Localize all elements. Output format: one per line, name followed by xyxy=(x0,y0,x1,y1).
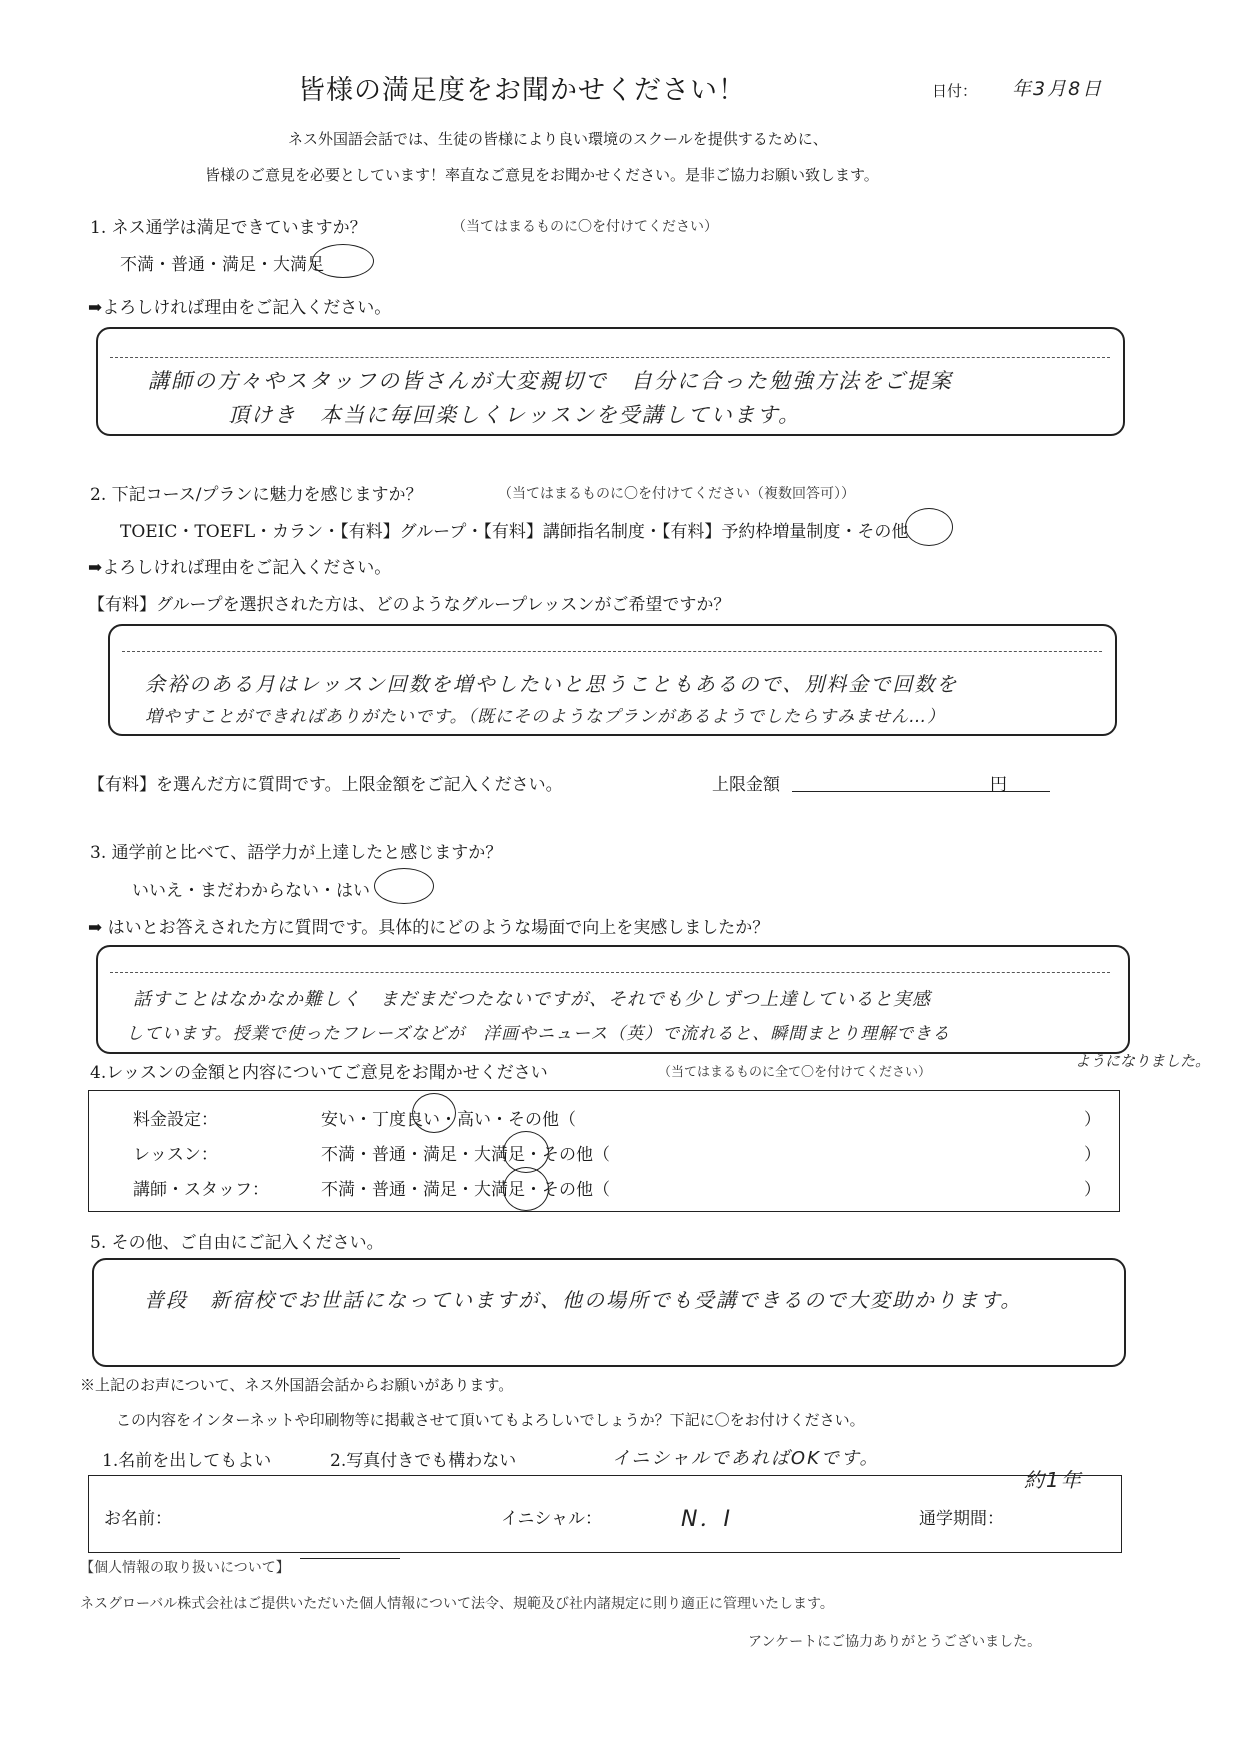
q2-answer-line-2: 増やすことができればありがたいです。（既にそのようなプランがあるようでしたらすみません…） xyxy=(145,707,946,727)
q1-selected-circle xyxy=(312,244,374,278)
q2-hint: （当てはまるものに〇を付けてください（複数回答可）） xyxy=(498,486,855,502)
q3-options: いいえ・まだわからない・はい xyxy=(132,881,370,901)
page-title: 皆様の満足度をお聞かせください！ xyxy=(298,75,746,106)
q3-answer-line-2: しています。授業で使ったフレーズなどが 洋画やニュース（英）で流れると、瞬間まとり理解できる xyxy=(126,1024,951,1044)
initial-label: イニシャル： xyxy=(501,1509,602,1529)
q4-row-2-label: レッスン： xyxy=(133,1145,218,1165)
q2-answer-line-1: 余裕のある月はレッスン回数を増やしたいと思うこともあるので、別料金で回数を xyxy=(145,672,959,696)
initial-value: N．I xyxy=(681,1507,732,1532)
name-label: お名前： xyxy=(104,1509,172,1529)
q4-row-2-close: ） xyxy=(1084,1145,1101,1165)
q1-reason-prompt: ➡よろしければ理由をご記入ください。 xyxy=(88,298,392,318)
name-underline xyxy=(300,1558,400,1559)
q2-options: TOEIC・TOEFL・カラン・【有料】グループ・【有料】講師指名制度・【有料】予約枠増量制度・その他 xyxy=(120,522,909,542)
q4-hint: （当てはまるものに全て〇を付けてください） xyxy=(658,1065,932,1080)
q1-answer-line-1: 講師の方々やスタッフの皆さんが大変親切で 自分に合った勉強方法をご提案 xyxy=(148,369,953,393)
q2-answer-box xyxy=(108,624,1117,736)
q3-answer-box xyxy=(96,945,1130,1054)
q2-limit-unit: 円 xyxy=(990,775,1007,795)
q2-selected-circle xyxy=(905,508,953,546)
q1-options: 不満・普通・満足・大満足 xyxy=(120,255,324,275)
date-label: 日付： xyxy=(932,82,978,100)
info-box xyxy=(88,1468,1122,1553)
q2-question: 2. 下記コース/プランに魅力を感じますか？ xyxy=(90,485,423,505)
q3-followup: ➡ はいとお答えされた方に質問です。具体的にどのような場面で向上を実感しましたか？ xyxy=(88,918,770,938)
period-value: 約1年 xyxy=(1024,1468,1083,1492)
q5-answer-box xyxy=(92,1258,1126,1367)
q4-row-3-label: 講師・スタッフ： xyxy=(133,1180,269,1200)
q3-selected-circle xyxy=(374,868,434,904)
q2-reason-prompt: ➡よろしければ理由をご記入ください。 xyxy=(88,558,392,578)
q2-limit-underline xyxy=(792,791,1050,792)
q1-hint: （当てはまるものに〇を付けてください） xyxy=(452,219,718,235)
privacy-heading: 【個人情報の取り扱いについて】 xyxy=(80,1560,290,1576)
q4-row-3-options: 不満・普通・満足・大満足・その他（ xyxy=(321,1180,610,1200)
q4-row-1-label: 料金設定： xyxy=(133,1110,218,1130)
date-value: 年3月8日 xyxy=(1012,78,1104,100)
q4-question: 4.レッスンの金額と内容についてご意見をお聞かせください xyxy=(90,1063,548,1083)
q4-row-2-options: 不満・普通・満足・大満足・その他（ xyxy=(321,1145,610,1165)
q3-question: 3. 通学前と比べて、語学力が上達したと感じますか？ xyxy=(90,843,503,863)
q3-answer-line-1: 話すことはなかなか難しく まだまだつたないですが、それでも少しずつ上達していると実感 xyxy=(133,989,931,1010)
q3-answer-line-3: ようになりました。 xyxy=(1075,1052,1211,1070)
intro-line-2: 皆様のご意見を必要としています！率直なご意見をお聞かせください。是非ご協力お願い致します。 xyxy=(205,166,879,184)
q4-row-3-close: ） xyxy=(1084,1180,1101,1200)
consent-ask: この内容をインターネットや印刷物等に掲載させて頂いてもよろしいでしょうか？下記に〇をお付けください。 xyxy=(116,1411,865,1429)
q5-question: 5. その他、ご自由にご記入ください。 xyxy=(90,1233,384,1253)
q4-table xyxy=(88,1090,1120,1212)
consent-option-1: 1.名前を出してもよい xyxy=(102,1451,272,1471)
q5-answer-line-1: 普段 新宿校でお世話になっていますが、他の場所でも受講できるので大変助かります。 xyxy=(144,1288,1023,1312)
q4-row-1-close: ） xyxy=(1084,1110,1101,1130)
intro-line-1: ネス外国語会話では、生徒の皆様により良い環境のスクールを提供するために、 xyxy=(288,130,828,148)
q2-group-prompt: 【有料】グループを選択された方は、どのようなグループレッスンがご希望ですか？ xyxy=(88,595,731,615)
q1-question: 1. ネス通学は満足できていますか？ xyxy=(90,218,367,238)
q2-limit-label: 上限金額 xyxy=(712,775,780,795)
privacy-text: ネスグローバル株式会社はご提供いただいた個人情報について法令、規範及び社内諸規定に則り適正に管理いたします。 xyxy=(80,1596,834,1612)
q4-row-1-options: 安い・丁度良い・高い・その他（ xyxy=(321,1110,576,1130)
consent-note: ※上記のお声について、ネス外国語会話からお願いがあります。 xyxy=(80,1376,514,1394)
q1-answer-line-2: 頂けき 本当に毎回楽しくレッスンを受講しています。 xyxy=(228,403,802,427)
q2-limit-prompt: 【有料】を選んだ方に質問です。上限金額をご記入ください。 xyxy=(88,775,563,795)
consent-option-2: 2.写真付きでも構わない xyxy=(330,1451,517,1471)
thanks-text: アンケートにご協力ありがとうございました。 xyxy=(748,1634,1042,1650)
q1-answer-box xyxy=(96,327,1125,436)
q4-row-1-circle xyxy=(412,1093,456,1133)
consent-handwritten: イニシャルであればOKです。 xyxy=(612,1448,880,1469)
period-label: 通学期間： xyxy=(919,1509,1004,1529)
q4-row-3-circle xyxy=(503,1167,549,1211)
